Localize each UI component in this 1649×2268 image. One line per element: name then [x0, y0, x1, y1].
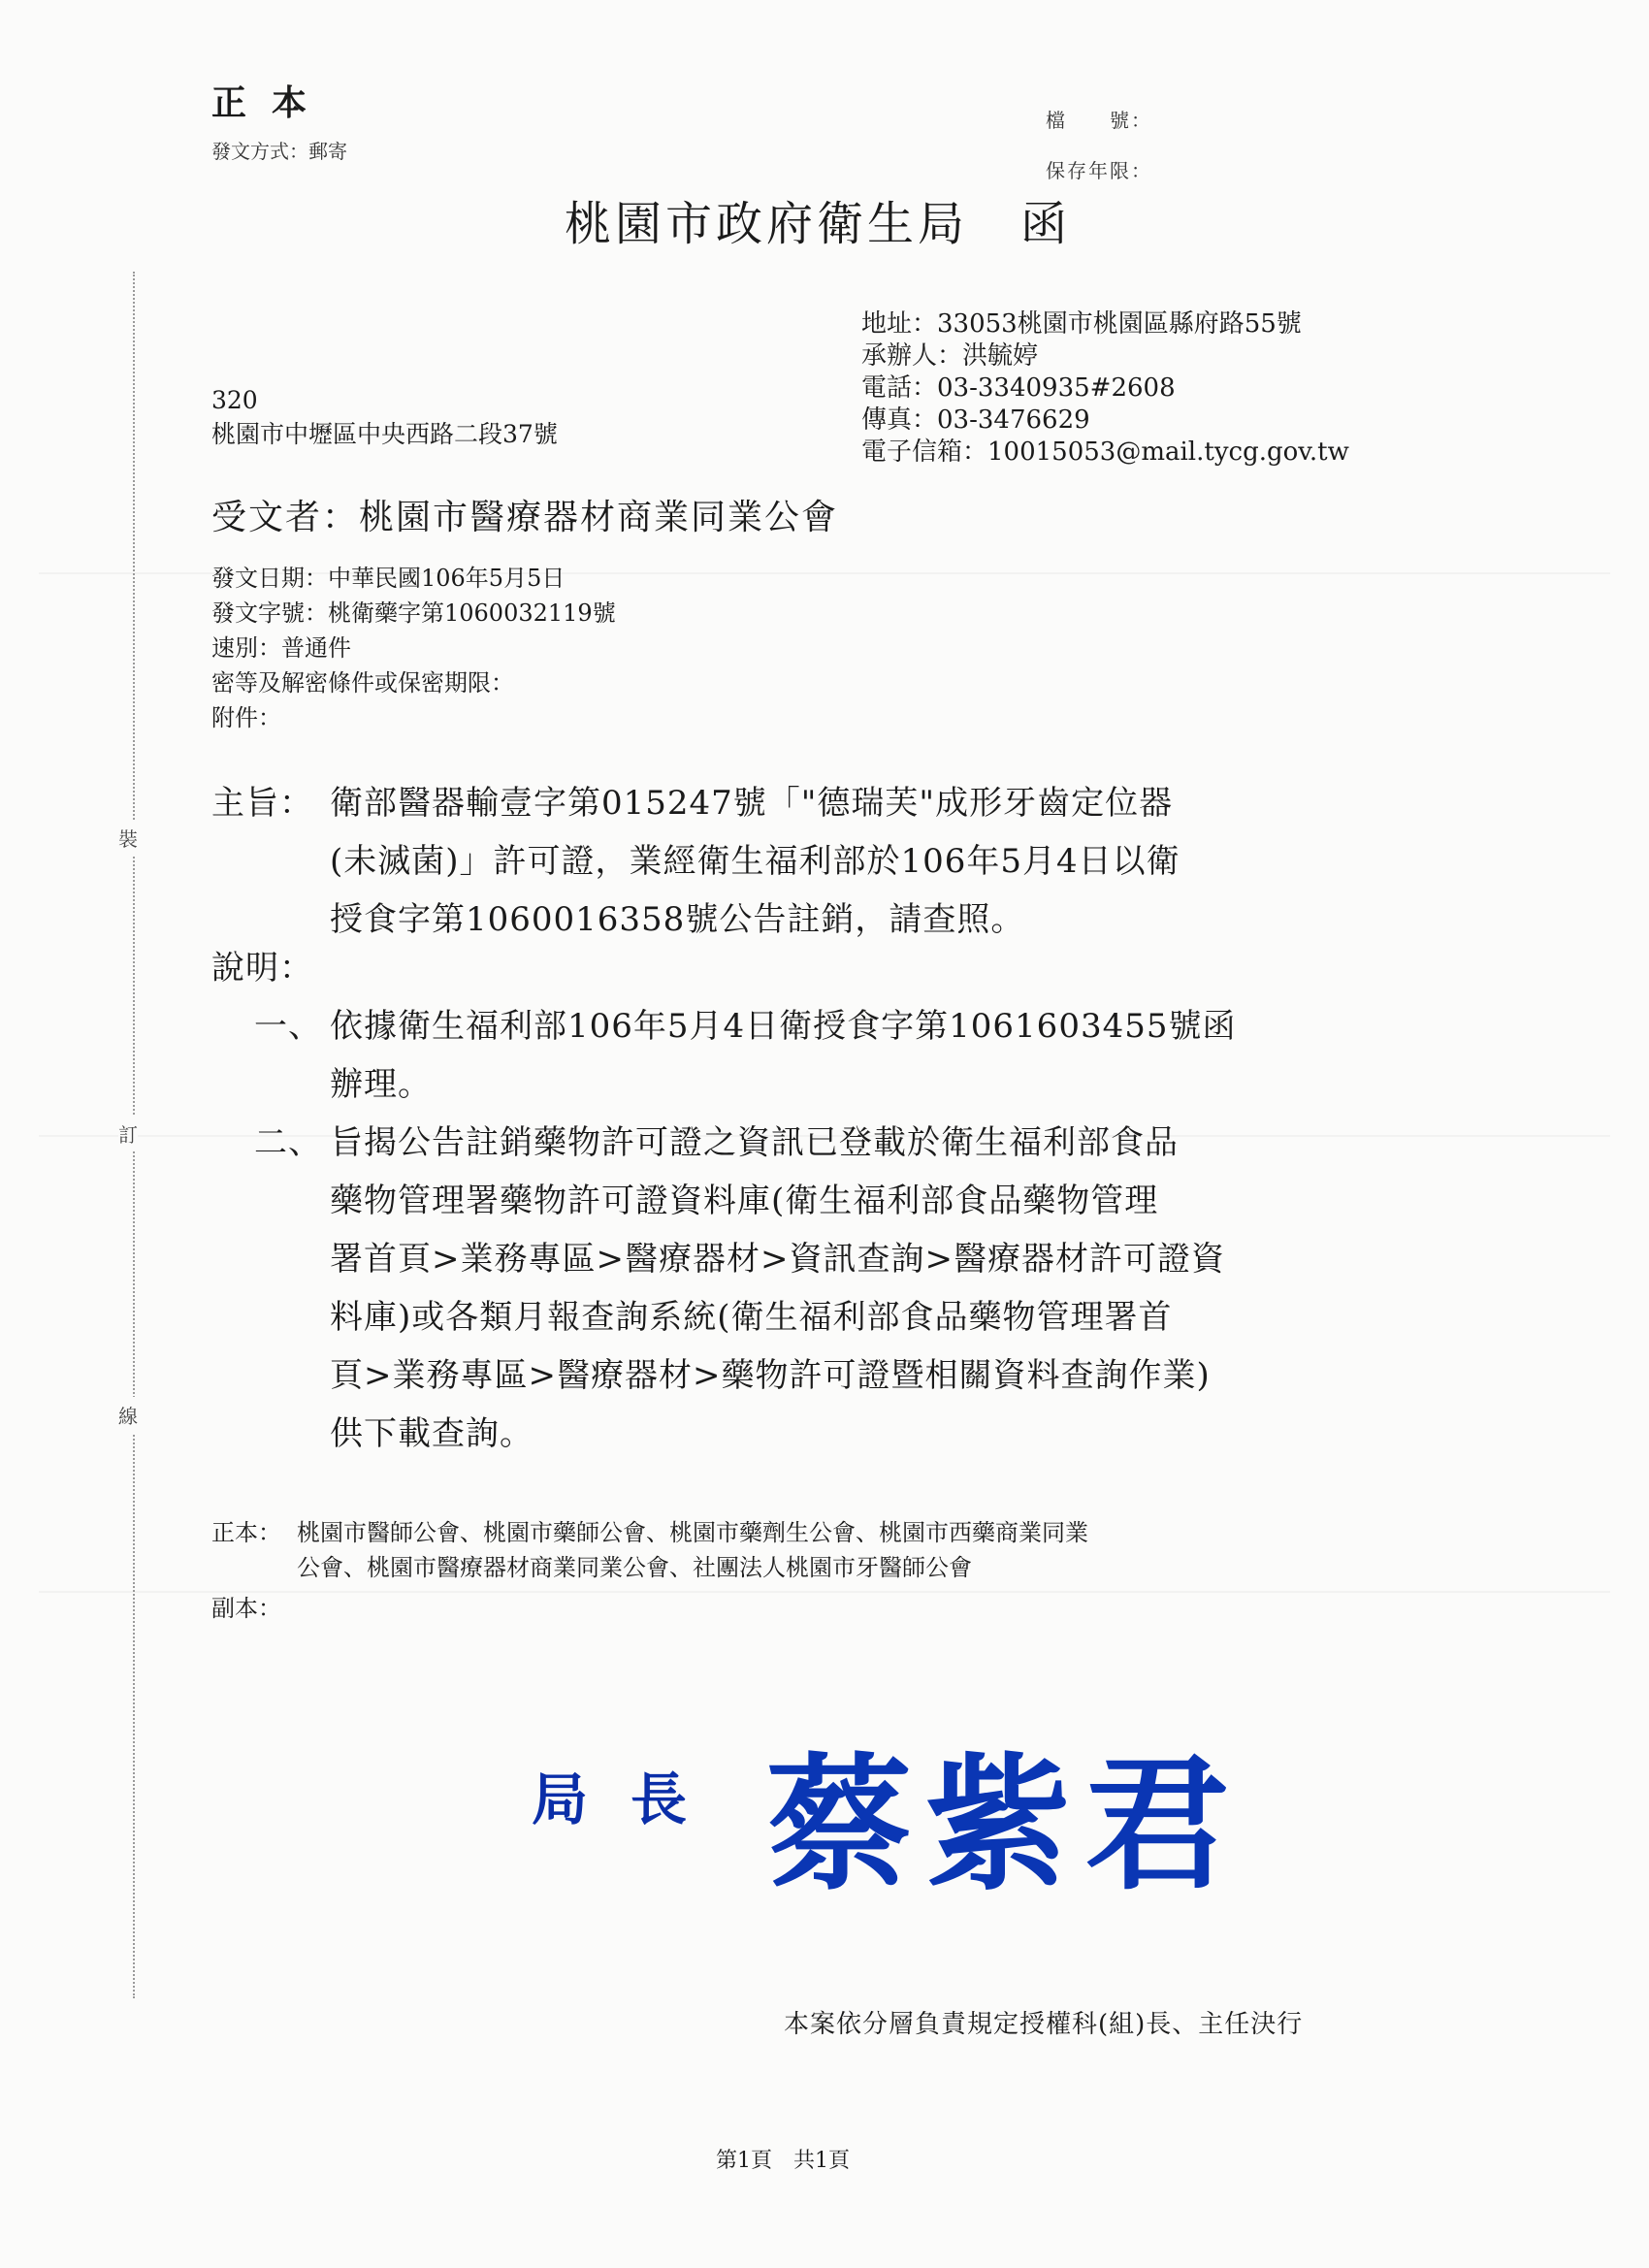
explanation-label: 說明： — [211, 949, 313, 988]
subject-text — [330, 774, 1180, 949]
subject-label: 主旨： — [211, 784, 313, 823]
binding-mark: 裝 — [118, 820, 138, 856]
explanation-line: 藥物管理署藥物許可證資料庫(衛生福利部食品藥物管理 — [330, 1182, 1159, 1220]
binding-mark: 線 — [118, 1397, 138, 1433]
recipient-postal-code: 320 — [211, 386, 258, 414]
document-title — [565, 186, 1071, 253]
explanation-line: 旨揭公告註銷藥物許可證之資訊已登載於衛生福利部食品 — [330, 1123, 1179, 1162]
recipient-address: 桃園市中壢區中央西路二段37號 — [211, 420, 558, 448]
copy-type: 正本 — [211, 82, 333, 123]
original-label: 正本： — [211, 1519, 281, 1546]
document-info — [211, 561, 616, 735]
explanation-line: 依據衛生福利部106年5月4日衛授食字第1061603455號函 — [330, 1007, 1237, 1046]
authorization-note: 本案依分層負責規定授權科(組)長、主任決行 — [784, 2010, 1304, 2039]
issue-number: 發文字號：桃衛藥字第1060032119號 — [211, 599, 616, 627]
sender-address: 地址：33053桃園市桃園區縣府路55號 — [861, 309, 1302, 339]
sender-phone: 電話：03-3340935#2608 — [861, 373, 1176, 403]
original-recipients-line: 桃園市醫師公會、桃園市藥師公會、桃園市藥劑生公會、桃園市西藥商業同業 — [297, 1519, 1088, 1546]
send-method: 發文方式：郵寄 — [211, 140, 347, 163]
document-type: 函 — [1020, 197, 1072, 251]
signature-title: 局長 — [532, 1766, 730, 1832]
explanation-line: 署首頁>業務專區>醫療器材>資訊查詢>醫療器材許可證資 — [330, 1240, 1225, 1279]
issue-date: 發文日期：中華民國106年5月5日 — [211, 565, 566, 592]
delivery-speed: 速別：普通件 — [211, 634, 351, 662]
page-number: 第1頁 共1頁 — [716, 2149, 850, 2173]
subject-line: 衛部醫器輸壹字第015247號「"德瑞芙"成形牙齒定位器 — [330, 784, 1174, 823]
agency-name: 桃園市政府衛生局 — [565, 197, 969, 251]
file-number-label: 檔 號： — [1046, 109, 1152, 132]
sender-email: 電子信箱：10015053@mail.tycg.gov.tw — [861, 437, 1349, 467]
explanation-line: 辦理。 — [330, 1065, 432, 1104]
attachment: 附件： — [211, 704, 281, 731]
explanation-item-number: 一、 — [254, 1007, 322, 1046]
sender-info — [861, 308, 1349, 469]
original-recipients-line: 公會、桃園市醫療器材商業同業公會、社團法人桃園市牙醫師公會 — [297, 1554, 972, 1581]
receiver: 受文者：桃園市醫療器材商業同業公會 — [211, 498, 839, 537]
signature-stamp: 蔡紫君 — [766, 1739, 1245, 1910]
secrecy-level: 密等及解密條件或保密期限： — [211, 669, 514, 697]
explanation-item — [330, 997, 1236, 1114]
subject-line: 授食字第1060016358號公告註銷，請查照。 — [330, 900, 1025, 939]
sender-fax: 傳真：03-3476629 — [861, 405, 1090, 435]
sender-officer: 承辦人：洪毓婷 — [861, 341, 1039, 371]
original-recipients — [297, 1515, 1088, 1585]
subject-line: (未滅菌)」許可證，業經衛生福利部於106年5月4日以衛 — [330, 842, 1180, 881]
explanation-line: 供下載查詢。 — [330, 1414, 534, 1453]
explanation-line: 料庫)或各類月報查詢系統(衛生福利部食品藥物管理署首 — [330, 1298, 1173, 1337]
explanation-line: 頁>業務專區>醫療器材>藥物許可證暨相關資料查詢作業) — [330, 1356, 1211, 1395]
explanation-item — [330, 1114, 1225, 1463]
binding-mark: 訂 — [118, 1116, 138, 1151]
retention-label: 保存年限： — [1046, 159, 1152, 182]
explanation-item-number: 二、 — [254, 1123, 322, 1162]
copy-label: 副本： — [211, 1595, 281, 1622]
